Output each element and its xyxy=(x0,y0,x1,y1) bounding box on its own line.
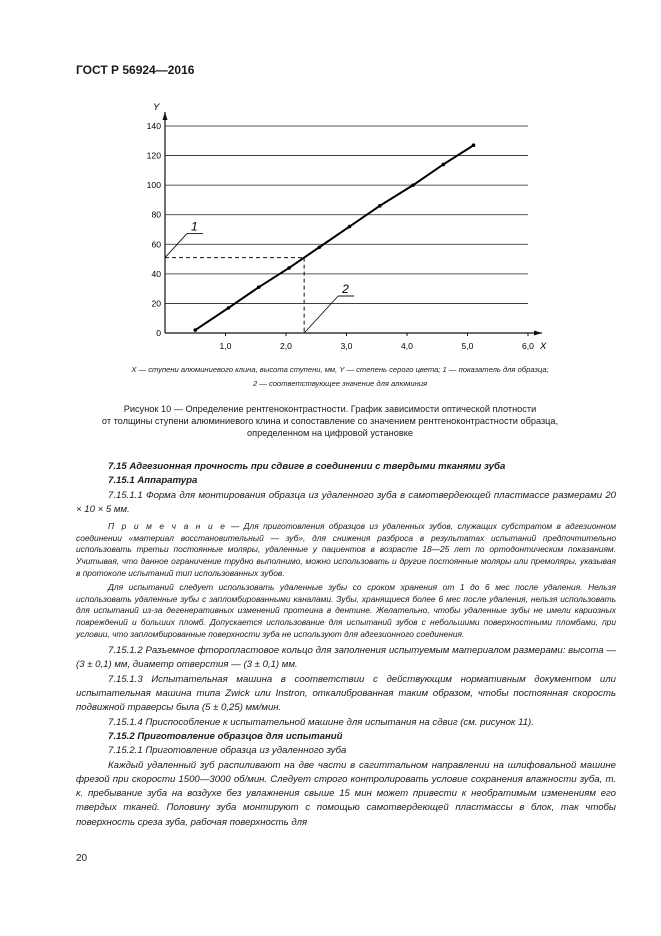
section-7-15-heading: 7.15 Адгезионная прочность при сдвиге в соединении с твердыми тканями зуба xyxy=(108,461,506,472)
x-tick-label-5,0: 5,0 xyxy=(461,341,474,351)
y-tick-label-20: 20 xyxy=(151,298,161,309)
data-point-5 xyxy=(348,225,352,229)
y-tick-label-0: 0 xyxy=(156,328,161,338)
legend-line-1: X — ступени алюминиевого клина, высота ступени, мм, Y — степень серого цвета; 1 — показатель для образца; xyxy=(131,365,549,374)
data-point-8 xyxy=(442,163,446,167)
annotation-1-leader xyxy=(165,234,187,258)
paragraph-7-15-2-1: 7.15.2.1 Приготовление образца из удаленного зуба xyxy=(108,745,347,757)
x-axis-label: X xyxy=(540,341,547,352)
paragraph-7-15-1-1: 7.15.1.1 Форма для монтирования образца из удаленного зуба в самотвердеющей пластмассе размерами 20 × 10 × 5 мм. xyxy=(76,489,616,515)
figure-legend xyxy=(80,363,600,391)
y-axis-arrow xyxy=(163,112,168,120)
paragraph-last: Каждый удаленный зуб распиливают на две части в сагиттальном направлении на шлифовальной машине фрезой при скорости 1500—3000 об/мин. Следует строго контролировать условие сохранения влажности зуба, т. к. пребывание зуба на воздухе без увлажнения свыше 15 мин может привести к необратимым изменениям его твердых тканей. Половину зуба монтируют с помощью самотвердеющей пластмассы в блок, так чтобы поверхность среза зуба, рабочая поверхность для xyxy=(76,759,616,828)
y-tick-label-60: 60 xyxy=(151,239,161,250)
data-point-3 xyxy=(287,266,291,270)
optical-density-chart xyxy=(0,0,661,400)
document-header: ГОСТ Р 56924—2016 xyxy=(76,63,195,77)
paragraph-7-15-1-3: 7.15.1.3 Испытательная машина в соответствии с действующим нормативным документом или испытательная машина типа Zwick или Instron, откалиброванная таким образом, чтобы постоянная скорость подвижной траверсы была (5 ± 0,25) мм/мин. xyxy=(76,673,616,714)
note-block xyxy=(76,521,616,640)
y-tick-label-120: 120 xyxy=(146,150,161,161)
data-point-1 xyxy=(227,306,231,310)
section-7-15-1-heading: 7.15.1 Аппаратура xyxy=(108,475,198,487)
y-axis-label: Y xyxy=(153,102,160,113)
annotation-2-leader xyxy=(304,296,338,333)
note-paragraph-2: Для испытаний следует использовать удаленные зубы со сроком хранения от 1 до 6 мес после удаления. Нельзя использовать удаленные зубы с запломбированными каналами. Зубы, хранящиеся более 6 мес после удаления, нельзя использовать для испытаний из-за дегенеративных изменений протеина в дентине. Желательно, чтобы удаленные зубы не имели кариозных повреждений и больших пломб. Допускается использование для испытаний зубов с небольшими поверхностными пломбами, при условии, что запломбированные поверхности зуба не используют для адгезионного соединения. xyxy=(76,582,616,639)
x-tick-label-3,0: 3,0 xyxy=(340,341,353,351)
y-tick-label-140: 140 xyxy=(146,121,161,131)
x-tick-label-2,0: 2,0 xyxy=(280,341,292,351)
data-point-6 xyxy=(378,204,382,208)
paragraph-7-15-1-2: 7.15.1.2 Разъемное фторопластовое кольцо для заполнения испытуемым материалом размерами: высота — (3 ± 0,1) мм, диаметр отверстия — (3 ± 0,1) мм. xyxy=(76,645,616,671)
body-text xyxy=(76,460,616,830)
data-point-7 xyxy=(411,183,415,187)
data-series-line xyxy=(195,145,473,330)
x-axis-arrow xyxy=(534,331,542,336)
x-tick-label-1,0: 1,0 xyxy=(219,341,232,351)
paragraph-7-15-1-4: 7.15.1.4 Приспособление к испытательной машине для испытания на сдвиг (см. рисунок 11). xyxy=(108,716,534,728)
data-point-9 xyxy=(472,143,476,147)
caption-line-3: определенном на цифровой установке xyxy=(247,428,413,438)
caption-line-1: Рисунок 10 — Определение рентгеноконтрастности. График зависимости оптической плотности xyxy=(123,404,537,414)
figure-caption xyxy=(70,403,590,439)
x-tick-label-4,0: 4,0 xyxy=(401,341,413,351)
caption-line-2: от толщины ступени алюминиевого клина и сопоставление со значением рентгеноконтрастности образца, xyxy=(101,416,559,426)
annotation-2-label: 2 xyxy=(342,282,349,296)
page-number: 20 xyxy=(76,853,88,864)
section-7-15-2-heading: 7.15.2 Приготовление образцов для испытаний xyxy=(108,730,343,742)
note-paragraph-1 xyxy=(76,521,616,579)
note-label: П р и м е ч а н и е xyxy=(108,521,227,532)
data-point-2 xyxy=(257,285,261,289)
y-tick-label-80: 80 xyxy=(151,209,161,220)
data-point-0 xyxy=(193,328,197,332)
y-tick-label-100: 100 xyxy=(146,180,161,191)
annotation-1-label: 1 xyxy=(191,219,198,234)
y-tick-label-40: 40 xyxy=(151,268,161,279)
legend-line-2: 2 — соответствующее значение для алюминия xyxy=(252,379,428,388)
data-point-4 xyxy=(317,245,321,249)
note-text-1: — Для приготовления образцов из удаленных зубов, служащих субстратом в адгезионном соединении «материал восстановительный — зуб», для снижения разброса в результатах испытаний предпочтительно использовать третьи постоянные моляры, удаленные у пациентов в возрасте 18—25 лет по ортодонтическим показаниям. Учитывая, что данное ограничение трудно выполнимо, можно использовать и другие постоянные моляры или премоляры, указывая в протоколе испытаний тип использованных зубов. xyxy=(76,521,617,578)
x-tick-label-6,0: 6,0 xyxy=(522,341,534,351)
